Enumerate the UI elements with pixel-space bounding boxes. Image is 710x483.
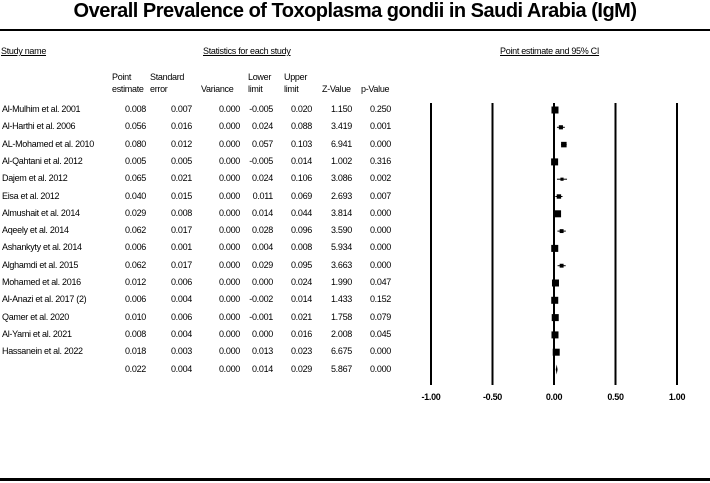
cell-p: 0.047	[369, 277, 391, 287]
column-header-se: Standard	[150, 72, 185, 82]
study-name: Al-Mulhim et al. 2001	[2, 104, 81, 114]
cell-variance: 0.000	[218, 138, 240, 149]
study-marker	[551, 245, 558, 252]
cell-point: 0.056	[124, 121, 146, 132]
column-header-point: Point	[112, 72, 132, 82]
cell-upper: 0.095	[290, 259, 312, 270]
cell-se: 0.008	[170, 207, 192, 218]
cell-z: 1.150	[330, 104, 352, 114]
cell-lower: -0.001	[249, 311, 273, 322]
cell-z: 3.419	[330, 121, 352, 132]
x-tick-label: -0.50	[482, 392, 502, 402]
study-name: Al-Yami et al. 2021	[2, 328, 72, 339]
study-marker	[553, 349, 560, 356]
x-tick-label: 0.50	[607, 392, 624, 402]
cell-upper: 0.016	[290, 328, 312, 339]
cell-point: 0.018	[124, 346, 146, 357]
study-marker	[552, 314, 559, 321]
study-marker	[552, 280, 559, 287]
x-tick-label: -1.00	[421, 392, 441, 402]
cell-lower: 0.014	[251, 207, 273, 218]
cell-variance: 0.000	[218, 207, 240, 218]
cell-p: 0.000	[369, 225, 391, 236]
cell-p: 0.000	[369, 242, 391, 253]
cell-p: 0.000	[369, 346, 391, 357]
cell-point: 0.008	[124, 104, 146, 114]
cell-se: 0.012	[170, 138, 192, 149]
study-name: Aqeely et al. 2014	[2, 225, 69, 236]
study-marker	[560, 229, 564, 233]
cell-p: 0.000	[369, 259, 391, 270]
cell-se: 0.003	[170, 346, 192, 357]
cell-z: 3.590	[330, 225, 352, 236]
study-name: Eisa et al. 2012	[2, 190, 60, 201]
cell-upper: 0.024	[290, 277, 312, 287]
cell-upper: 0.106	[290, 173, 312, 184]
cell-p: 0.001	[369, 121, 391, 132]
cell-lower: 0.000	[251, 277, 273, 287]
cell-z: 1.433	[330, 294, 352, 305]
cell-se: 0.015	[170, 190, 192, 201]
cell-point: 0.010	[124, 311, 146, 322]
cell-z: 1.990	[330, 277, 352, 287]
cell-p: 0.250	[369, 104, 391, 114]
cell-variance: 0.000	[218, 121, 240, 132]
pooled-p: 0.000	[369, 363, 391, 374]
cell-p: 0.152	[369, 294, 391, 305]
study-name: Almushait et al. 2014	[2, 207, 80, 218]
cell-upper: 0.014	[290, 155, 312, 166]
study-marker	[557, 194, 561, 198]
cell-upper: 0.069	[290, 190, 312, 201]
study-name: Mohamed et al. 2016	[2, 277, 81, 287]
study-marker	[561, 142, 567, 148]
study-marker	[551, 107, 558, 114]
cell-se: 0.016	[170, 121, 192, 132]
cell-se: 0.005	[170, 155, 192, 166]
cell-z: 2.008	[330, 328, 352, 339]
study-name: Ashankyty et al. 2014	[2, 242, 82, 253]
cell-variance: 0.000	[218, 328, 240, 339]
cell-lower: -0.005	[249, 104, 273, 114]
cell-z: 5.934	[330, 242, 352, 253]
cell-z: 3.086	[330, 173, 352, 184]
cell-lower: 0.024	[251, 121, 273, 132]
pooled-upper: 0.029	[290, 363, 312, 374]
cell-se: 0.001	[170, 242, 192, 253]
cell-variance: 0.000	[218, 225, 240, 236]
study-name-header: Study name	[1, 46, 47, 56]
cell-lower: -0.002	[249, 294, 273, 305]
cell-lower: 0.011	[252, 190, 273, 201]
cell-z: 6.675	[330, 346, 352, 357]
cell-p: 0.316	[369, 155, 391, 166]
cell-variance: 0.000	[218, 190, 240, 201]
study-name: Al-Anazi et al. 2017 (2)	[2, 294, 87, 305]
cell-point: 0.080	[124, 138, 146, 149]
cell-z: 3.814	[330, 207, 352, 218]
pooled-point: 0.022	[124, 363, 146, 374]
cell-p: 0.079	[369, 311, 391, 322]
cell-se: 0.007	[170, 104, 192, 114]
cell-variance: 0.000	[218, 294, 240, 305]
cell-variance: 0.000	[218, 277, 240, 287]
cell-se: 0.021	[170, 173, 192, 184]
study-marker	[551, 158, 558, 165]
column-header-point: estimate	[112, 84, 144, 94]
cell-upper: 0.021	[290, 311, 312, 322]
study-name: AL-Mohamed et al. 2010	[2, 138, 94, 149]
cell-variance: 0.000	[218, 346, 240, 357]
cell-variance: 0.000	[218, 173, 240, 184]
cell-point: 0.065	[124, 173, 146, 184]
study-name: Qamer et al. 2020	[2, 311, 69, 322]
x-tick-label: 0.00	[545, 392, 563, 402]
column-header-variance: Variance	[201, 84, 234, 94]
cell-upper: 0.088	[290, 121, 312, 132]
column-header-lower: Lower	[248, 72, 272, 82]
cell-z: 2.693	[330, 190, 352, 201]
cell-p: 0.045	[369, 328, 391, 339]
cell-z: 6.941	[330, 138, 352, 149]
study-marker	[551, 331, 558, 338]
cell-se: 0.017	[170, 225, 192, 236]
cell-se: 0.004	[170, 328, 192, 339]
cell-point: 0.040	[124, 190, 146, 201]
cell-lower: 0.057	[251, 138, 273, 149]
cell-variance: 0.000	[218, 259, 240, 270]
cell-lower: 0.000	[251, 328, 273, 339]
cell-p: 0.002	[369, 173, 391, 184]
pooled-variance: 0.000	[218, 363, 240, 374]
stats-header: Statistics for each study	[203, 46, 291, 56]
cell-upper: 0.020	[290, 104, 312, 114]
chart-title: Overall Prevalence of Toxoplasma gondii in Saudi Arabia (IgM)	[73, 0, 637, 22]
study-marker	[560, 264, 564, 268]
cell-p: 0.007	[369, 190, 391, 201]
column-header-upper: limit	[284, 84, 299, 94]
study-marker	[559, 125, 563, 129]
cell-point: 0.012	[124, 277, 146, 287]
cell-upper: 0.008	[290, 242, 312, 253]
study-marker	[560, 178, 563, 181]
study-marker	[554, 210, 561, 217]
column-header-se: error	[150, 84, 168, 94]
cell-point: 0.008	[124, 328, 146, 339]
cell-z: 1.758	[330, 311, 352, 322]
ci-header: Point estimate and 95% CI	[500, 46, 600, 56]
cell-se: 0.004	[170, 294, 192, 305]
pooled-diamond	[556, 365, 558, 375]
pooled-se: 0.004	[170, 363, 192, 374]
column-header-p: p-Value	[361, 84, 390, 94]
x-tick-label: 1.00	[668, 392, 686, 402]
cell-point: 0.062	[124, 225, 146, 236]
study-name: Hassanein et al. 2022	[2, 346, 83, 357]
column-header-lower: limit	[248, 84, 263, 94]
cell-z: 3.663	[330, 259, 352, 270]
cell-point: 0.006	[124, 294, 146, 305]
cell-lower: 0.024	[251, 173, 273, 184]
cell-variance: 0.000	[218, 104, 240, 114]
cell-lower: -0.005	[249, 155, 273, 166]
cell-se: 0.006	[170, 277, 192, 287]
cell-point: 0.006	[124, 242, 146, 253]
cell-lower: 0.028	[251, 225, 273, 236]
cell-upper: 0.044	[290, 207, 312, 218]
cell-variance: 0.000	[218, 155, 240, 166]
pooled-lower: 0.014	[251, 363, 273, 374]
cell-lower: 0.029	[251, 259, 273, 270]
cell-lower: 0.004	[251, 242, 273, 253]
cell-point: 0.029	[124, 207, 146, 218]
cell-point: 0.005	[124, 155, 146, 166]
cell-upper: 0.103	[290, 138, 312, 149]
cell-point: 0.062	[124, 259, 146, 270]
cell-se: 0.006	[170, 311, 192, 322]
cell-p: 0.000	[369, 207, 391, 218]
study-marker	[551, 297, 558, 304]
cell-upper: 0.096	[290, 225, 312, 236]
study-name: Dajem et al. 2012	[2, 173, 68, 184]
pooled-z: 5.867	[330, 363, 352, 374]
cell-z: 1.002	[330, 155, 352, 166]
cell-se: 0.017	[170, 259, 192, 270]
cell-upper: 0.023	[290, 346, 312, 357]
cell-lower: 0.013	[251, 346, 273, 357]
column-header-upper: Upper	[284, 72, 308, 82]
study-name: Alghamdi et al. 2015	[2, 259, 79, 270]
cell-variance: 0.000	[218, 242, 240, 253]
column-header-z: Z-Value	[322, 84, 351, 94]
study-name: Al-Harthi et al. 2006	[2, 121, 76, 132]
study-name: Al-Qahtani et al. 2012	[2, 155, 83, 166]
cell-upper: 0.014	[290, 294, 312, 305]
cell-variance: 0.000	[218, 311, 240, 322]
cell-p: 0.000	[369, 138, 391, 149]
